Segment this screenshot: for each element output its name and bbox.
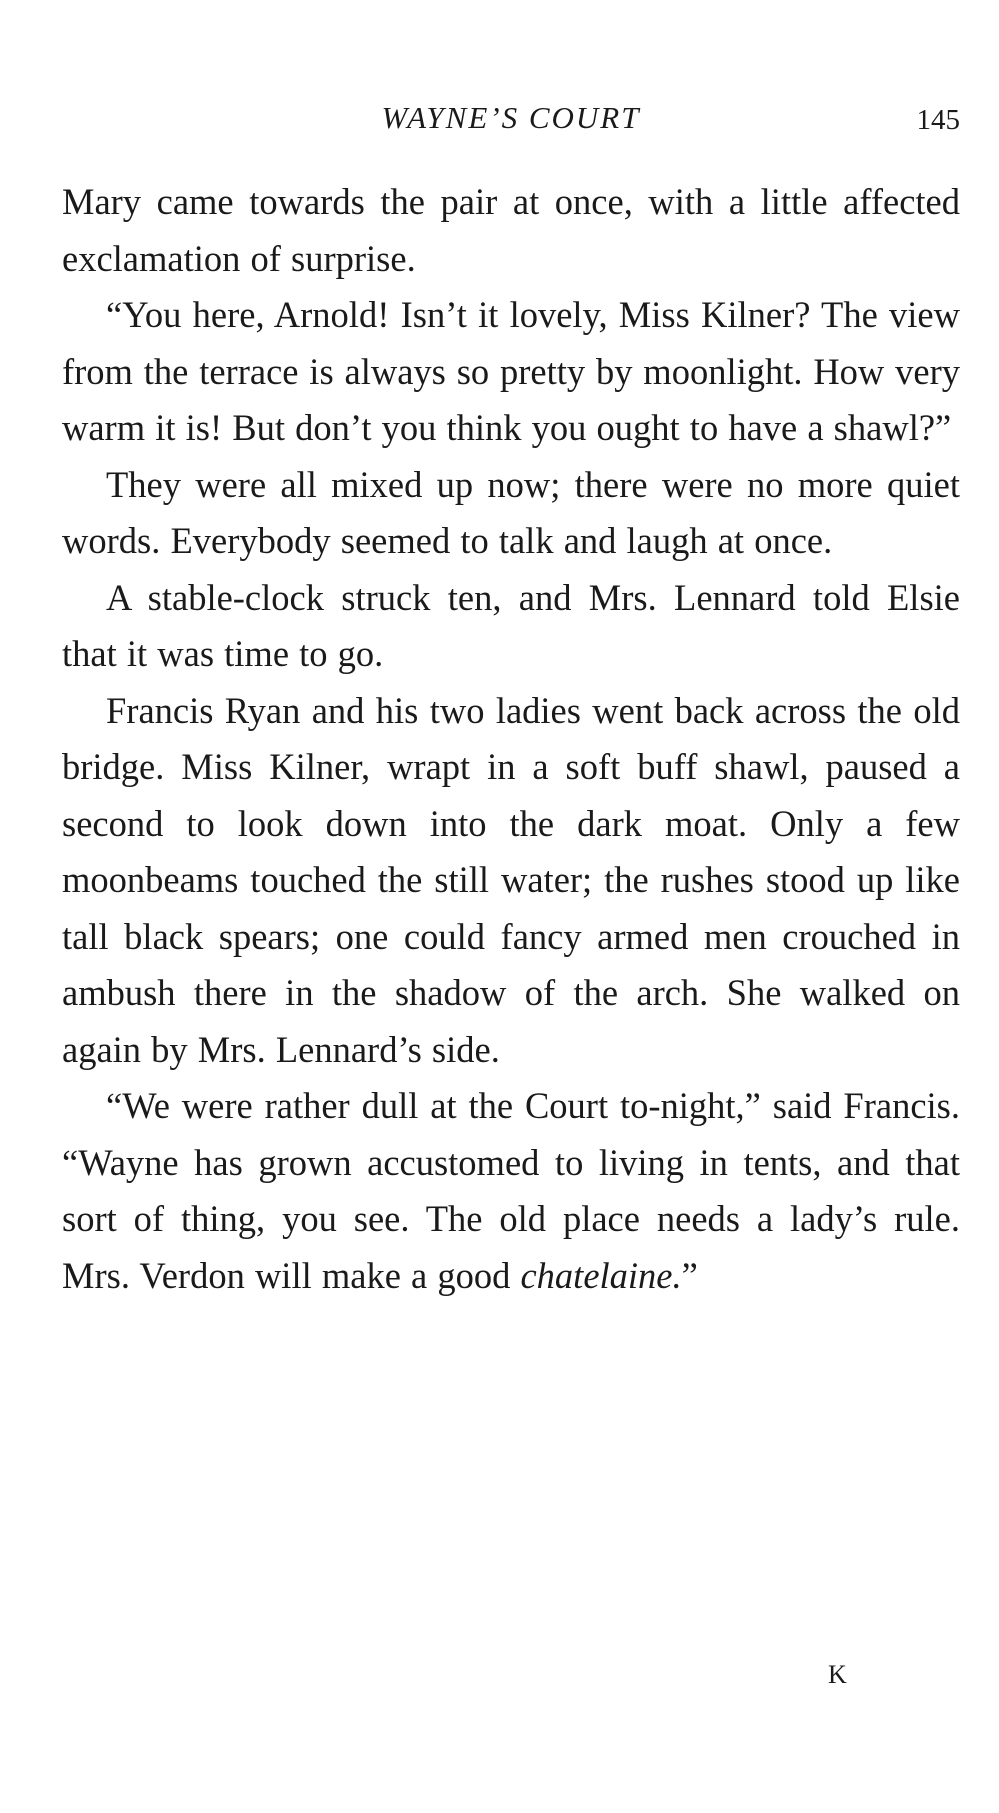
page-number: 145	[916, 104, 960, 136]
italic-word: chatelaine.	[520, 1254, 682, 1296]
page-header	[62, 92, 960, 142]
signature-mark: K	[828, 1660, 847, 1689]
paragraph: They were all mixed up now; there were no more quiet words. Everybody seemed to talk and laugh at once.	[62, 463, 960, 561]
book-page	[62, 92, 960, 1304]
paragraph: Francis Ryan and his two ladies went back across the old bridge. Miss Kilner, wrapt in a soft buff shawl, paused a second to look down into the dark moat. Only a few moonbeams touched the still water; the rushes stood up like tall black spears; one could fancy armed men crouched in ambush there in the shadow of the arch. She walked on again by Mrs. Lennard’s side.	[62, 689, 960, 1070]
paragraph: A stable-clock struck ten, and Mrs. Lennard told Elsie that it was time to go.	[62, 576, 960, 674]
paragraph	[62, 1078, 960, 1304]
closing-quote: ”	[681, 1254, 698, 1296]
paragraph: “You here, Arnold! Isn’t it lovely, Miss Kilner? The view from the terrace is always so pretty by moonlight. How very warm it is! But don’t you think you ought to have a shawl?”	[62, 294, 960, 448]
paragraph: Mary came towards the pair at once, with a little affected exclamation of surprise.	[62, 181, 960, 279]
running-title: WAYNE’S COURT	[381, 100, 641, 135]
paragraph-text: “We were rather dull at the Court to-night,” said Francis. “Wayne has grown accustomed to living in tents, and that sort of thing, you see. The old place needs a lady’s rule. Mrs. Verdon will make a good	[62, 1085, 960, 1296]
body-text	[62, 174, 960, 1304]
